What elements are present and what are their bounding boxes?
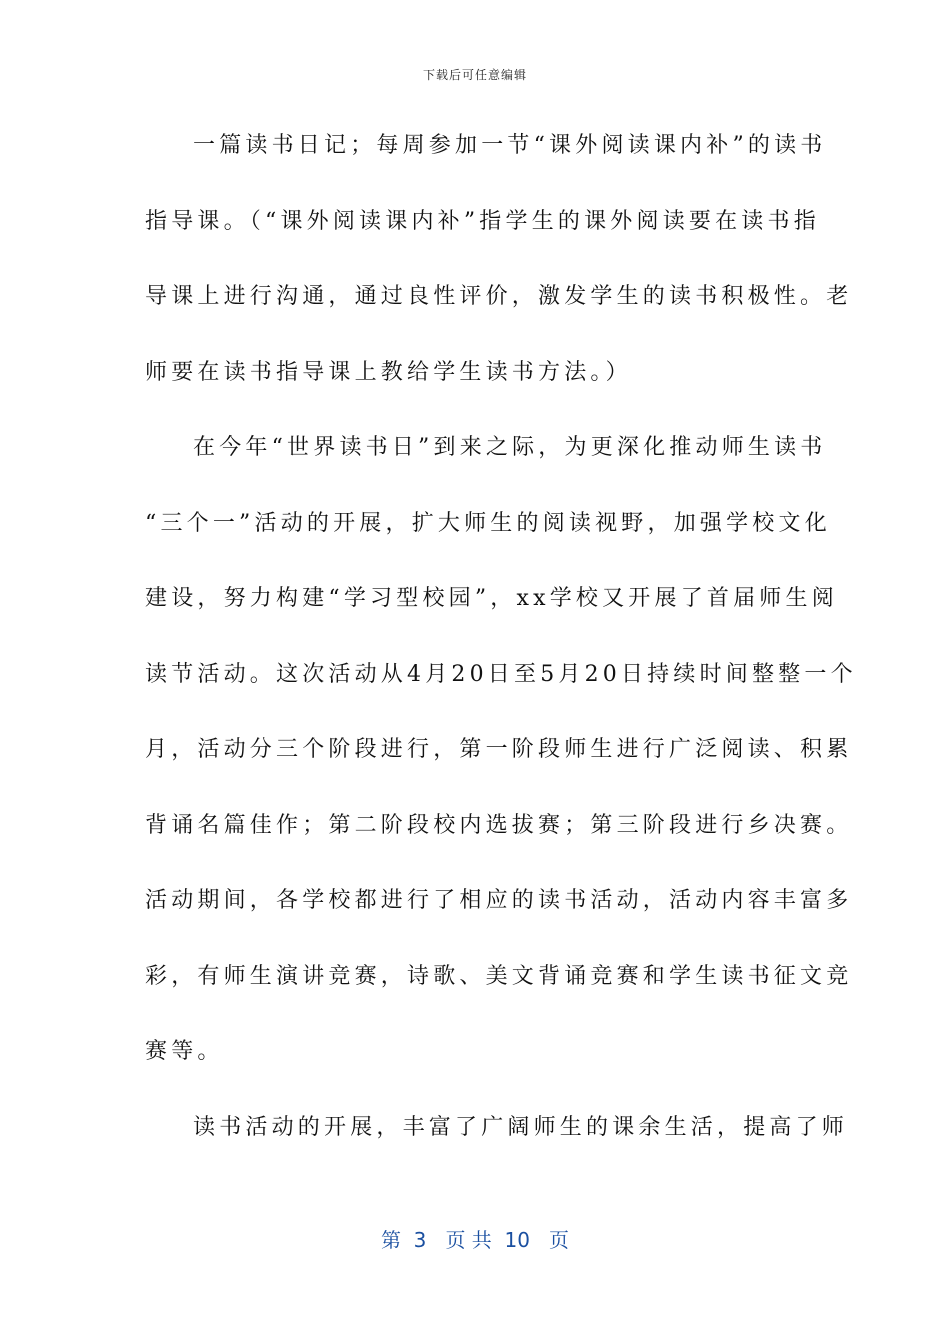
text-line: 指导课。（“课外阅读课内补”指学生的课外阅读要在读书指 [145, 208, 820, 234]
text-line: 读书活动的开展，丰富了广阔师生的课余生活，提高了师 [193, 1114, 849, 1140]
text-line: “三个一”活动的开展，扩大师生的阅读视野，加强学校文化 [145, 510, 831, 536]
download-note-header: 下载后可任意编辑 [422, 68, 527, 82]
page-number-footer: 第 3 页 共 10 页 [380, 1228, 570, 1252]
text-line: 师要在读书指导课上教给学生读书方法。） [145, 359, 632, 385]
text-line: 在今年“世界读书日”到来之际，为更深化推动师生读书 [193, 435, 827, 460]
text-line: 背诵名篇佳作；第二阶段校内选拔赛；第三阶段进行乡决赛。 [145, 812, 853, 838]
text-line: 月，活动分三个阶段进行，第一阶段师生进行广泛阅读、积累 [145, 737, 853, 762]
text-line: 活动期间，各学校都进行了相应的读书活动，活动内容丰富多 [145, 888, 853, 913]
text-line: 赛等。 [145, 1039, 224, 1064]
text-line: 彩，有师生演讲竞赛，诗歌、美文背诵竞赛和学生读书征文竞 [145, 963, 853, 989]
text-line: 建设，努力构建“学习型校园”，xx学校又开展了首届师生阅 [145, 586, 838, 611]
text-line: 读节活动。这次活动从4月20日至5月20日持续时间整整一个 [145, 661, 857, 687]
text-line: 一篇读书日记；每周参加一节“课外阅读课内补”的读书 [193, 133, 827, 158]
text-line: 导课上进行沟通，通过良性评价，激发学生的读书积极性。老 [145, 284, 853, 309]
document-body [145, 124, 857, 1181]
